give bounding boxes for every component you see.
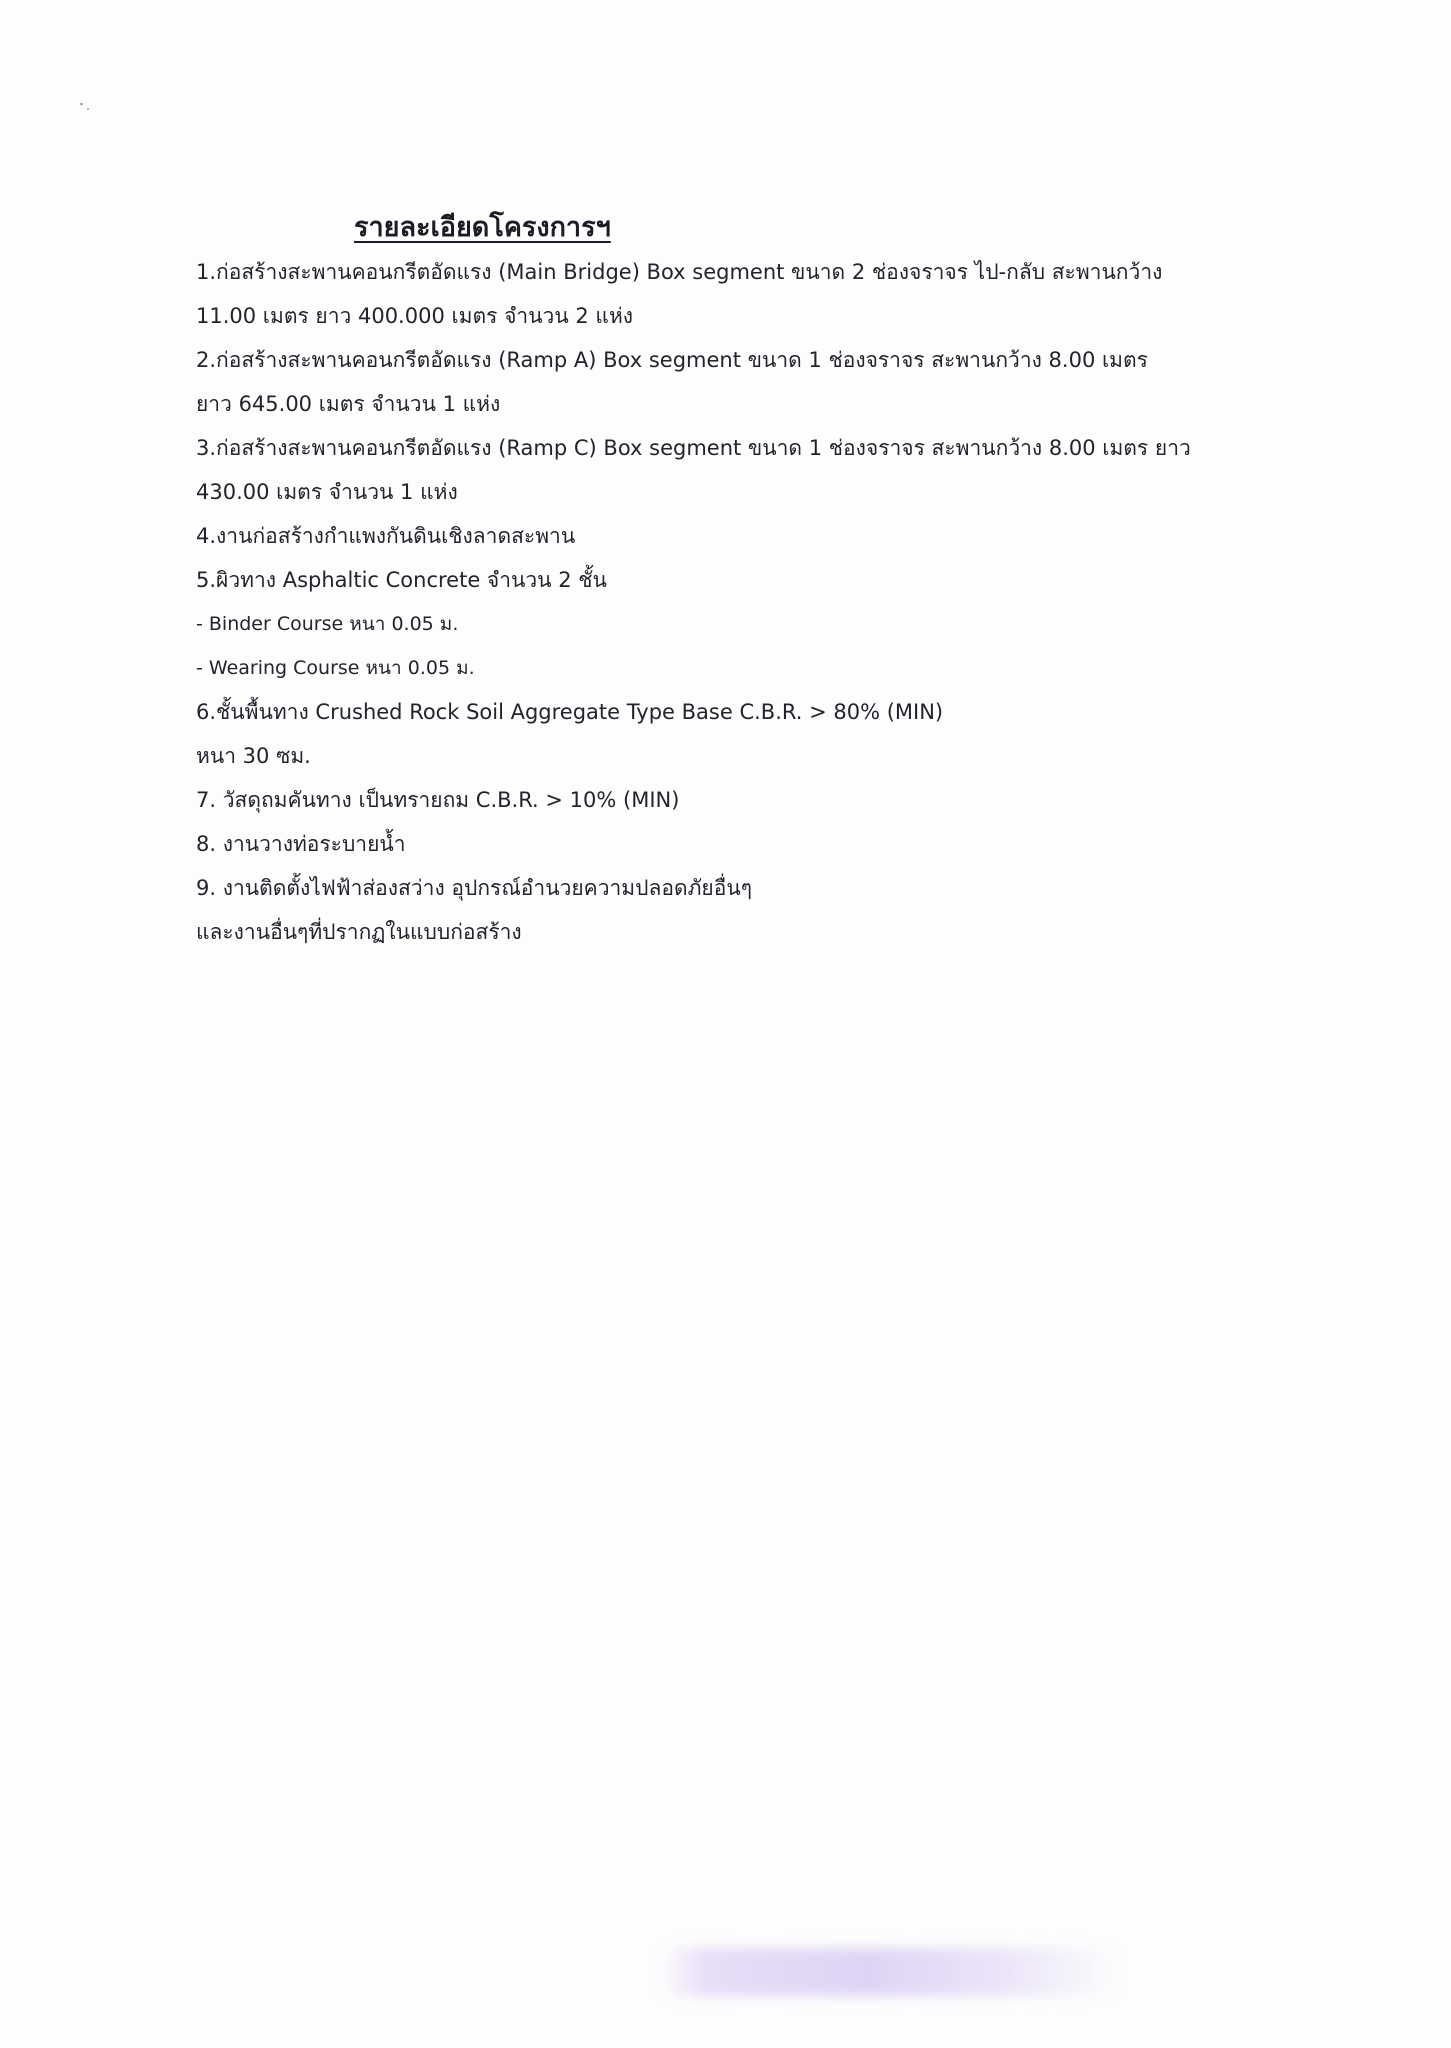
scan-speck	[80, 103, 83, 105]
detail-line-10: - Wearing Course หนา 0.05 ม.	[196, 657, 475, 679]
detail-line-8: 5.ผิวทาง Asphaltic Concrete จำนวน 2 ชั้น	[196, 568, 607, 592]
detail-line-9: - Binder Course หนา 0.05 ม.	[196, 613, 459, 635]
detail-line-1: 1.ก่อสร้างสะพานคอนกรีตอัดแรง (Main Bridge) Box segment ขนาด 2 ช่องจราจร ไป-กลับ สะพานกว้าง	[196, 260, 1163, 284]
project-details	[196, 250, 1326, 954]
detail-line-12: หนา 30 ซม.	[196, 744, 311, 768]
detail-line-5: 3.ก่อสร้างสะพานคอนกรีตอัดแรง (Ramp C) Box segment ขนาด 1 ช่องจราจร สะพานกว้าง 8.00 เมตร ยาว	[196, 436, 1191, 460]
detail-line-7: 4.งานก่อสร้างกำแพงกันดินเชิงลาดสะพาน	[196, 524, 576, 548]
detail-line-2: 11.00 เมตร ยาว 400.000 เมตร จำนวน 2 แห่ง	[196, 304, 634, 328]
detail-line-14: 8. งานวางท่อระบายน้ำ	[196, 832, 406, 856]
detail-line-16: และงานอื่นๆที่ปรากฏในแบบก่อสร้าง	[196, 920, 522, 944]
blurred-stamp	[660, 1948, 1120, 1996]
document-title: รายละเอียดโครงการฯ	[354, 212, 611, 243]
detail-line-13: 7. วัสดุถมคันทาง เป็นทรายถม C.B.R. > 10% (MIN)	[196, 788, 680, 812]
detail-line-15: 9. งานติดตั้งไฟฟ้าส่องสว่าง อุปกรณ์อำนวยความปลอดภัยอื่นๆ	[196, 876, 752, 900]
detail-line-4: ยาว 645.00 เมตร จำนวน 1 แห่ง	[196, 392, 501, 416]
scan-speck	[87, 108, 89, 110]
detail-line-3: 2.ก่อสร้างสะพานคอนกรีตอัดแรง (Ramp A) Box segment ขนาด 1 ช่องจราจร สะพานกว้าง 8.00 เมตร	[196, 348, 1148, 372]
detail-line-11: 6.ชั้นพื้นทาง Crushed Rock Soil Aggregate Type Base C.B.R. > 80% (MIN)	[196, 700, 944, 724]
detail-line-6: 430.00 เมตร จำนวน 1 แห่ง	[196, 480, 458, 504]
